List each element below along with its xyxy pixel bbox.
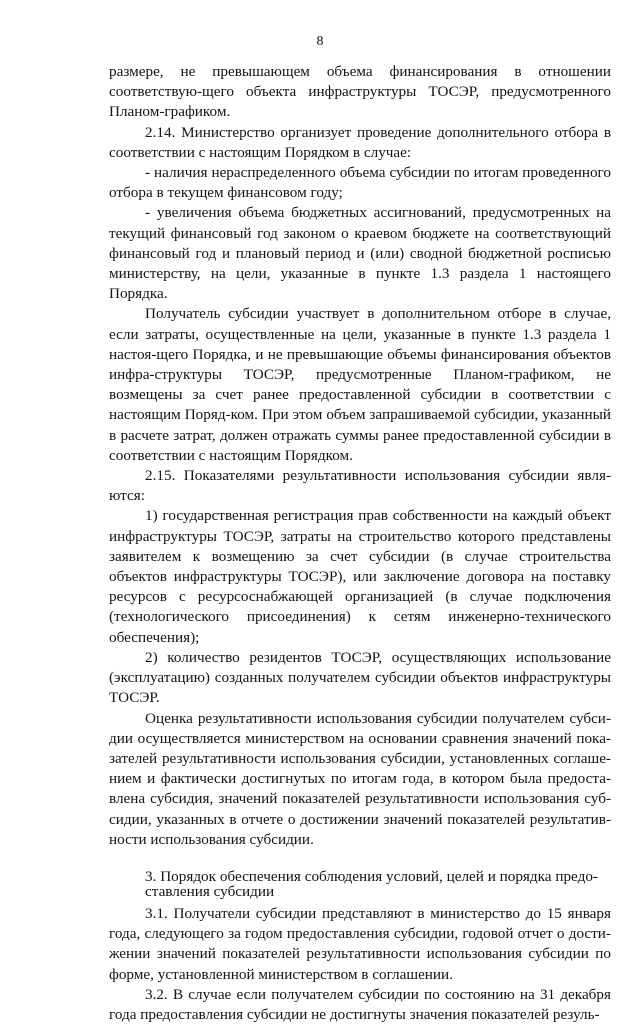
paragraph-recipient: Получатель субсидии участвует в дополнительном отборе в случае, если затраты, осуществленные на цели, указанные в пункте 1.3 раздела 1 настоя-щего Порядка, и не превышающие объемы финансирования объектов инфра-структуры ТОСЭР, предусмотренные Планом-графиком, не возмещены за счет ранее предоставленной субсидии в соответствии с настоящим Поряд-ком. При этом объем запрашиваемой субсидии, указанный в расчете затрат, должен отражать суммы ранее предоставленной субсидии в соответствии с настоящим Порядком.	[109, 305, 611, 464]
paragraph-3-1: 3.1. Получатели субсидии представляют в министерство до 15 января года, следующего за годом предоставления субсидии, годовой отчет о дости-жении значений показателей результативности использования субсидии по форме, установленной министерством в соглашении.	[109, 904, 611, 983]
document-body	[109, 62, 611, 1025]
paragraph-2-15: 2.15. Показателями результативности использования субсидии явля-ются:	[109, 467, 611, 505]
paragraph-evaluation: Оценка результативности использования субсидии получателем субси-дии осуществляется министерством на основании сравнения значений пока-зателей результативности использования субсидии, установленных соглаше-нием и фактически достигнутых по итогам года, в котором была предоста-влена субсидия, значений показателей результативности использования суб-сидии, указанных в отчете о достижении значений показателей результатив-ности использования субсидии.	[109, 709, 611, 848]
paragraph-bullet-2: - увеличения объема бюджетных ассигнований, предусмотренных на текущий финансовый год законом о краевом бюджете на соответствующий финансовый год и плановый период и (или) сводной бюджетной росписью министерству, на цели, указанные в пункте 1.3 раздела 1 настоящего Порядка.	[109, 204, 611, 303]
page-number: 8	[316, 34, 324, 49]
paragraph-indicator-1: 1) государственная регистрация прав собственности на каждый объект инфраструктуры ТОСЭР, затраты на строительство которого представлены заявителем к возмещению за счет субсидии (в случае строительства объектов инфраструктуры ТОСЭР), или заключение договора на поставку ресурсов с ресурсоснабжающей организацией (в случае подключения (технологического присоединения) к сетям инженерно-технического обеспечения);	[109, 507, 611, 646]
section-3-title	[109, 869, 611, 900]
paragraph-2-14: 2.14. Министерство организует проведение дополнительного отбора в соответствии с настоящим Порядком в случае:	[109, 123, 611, 161]
section-3-title-line1: 3. Порядок обеспечения соблюдения условий, целей и порядка предо-	[145, 867, 598, 885]
paragraph-indicator-2: 2) количество резидентов ТОСЭР, осуществляющих использование (эксплуатацию) созданных получателем субсидии объектов инфраструктуры ТОСЭР.	[109, 648, 611, 707]
paragraph-continuation: размере, не превышающем объема финансирования в отношении соответствую-щего объекта инфраструктуры ТОСЭР, предусмотренного Планом-графиком.	[109, 63, 611, 121]
paragraph-bullet-1: - наличия нераспределенного объема субсидии по итогам проведенного отбора в текущем финансовом году;	[109, 164, 611, 202]
section-3-title-line2: ставления субсидии	[145, 883, 275, 901]
paragraph-3-2: 3.2. В случае если получателем субсидии по состоянию на 31 декабря года предоставления субсидии не достигнуты значения показателей резуль-	[109, 985, 611, 1023]
